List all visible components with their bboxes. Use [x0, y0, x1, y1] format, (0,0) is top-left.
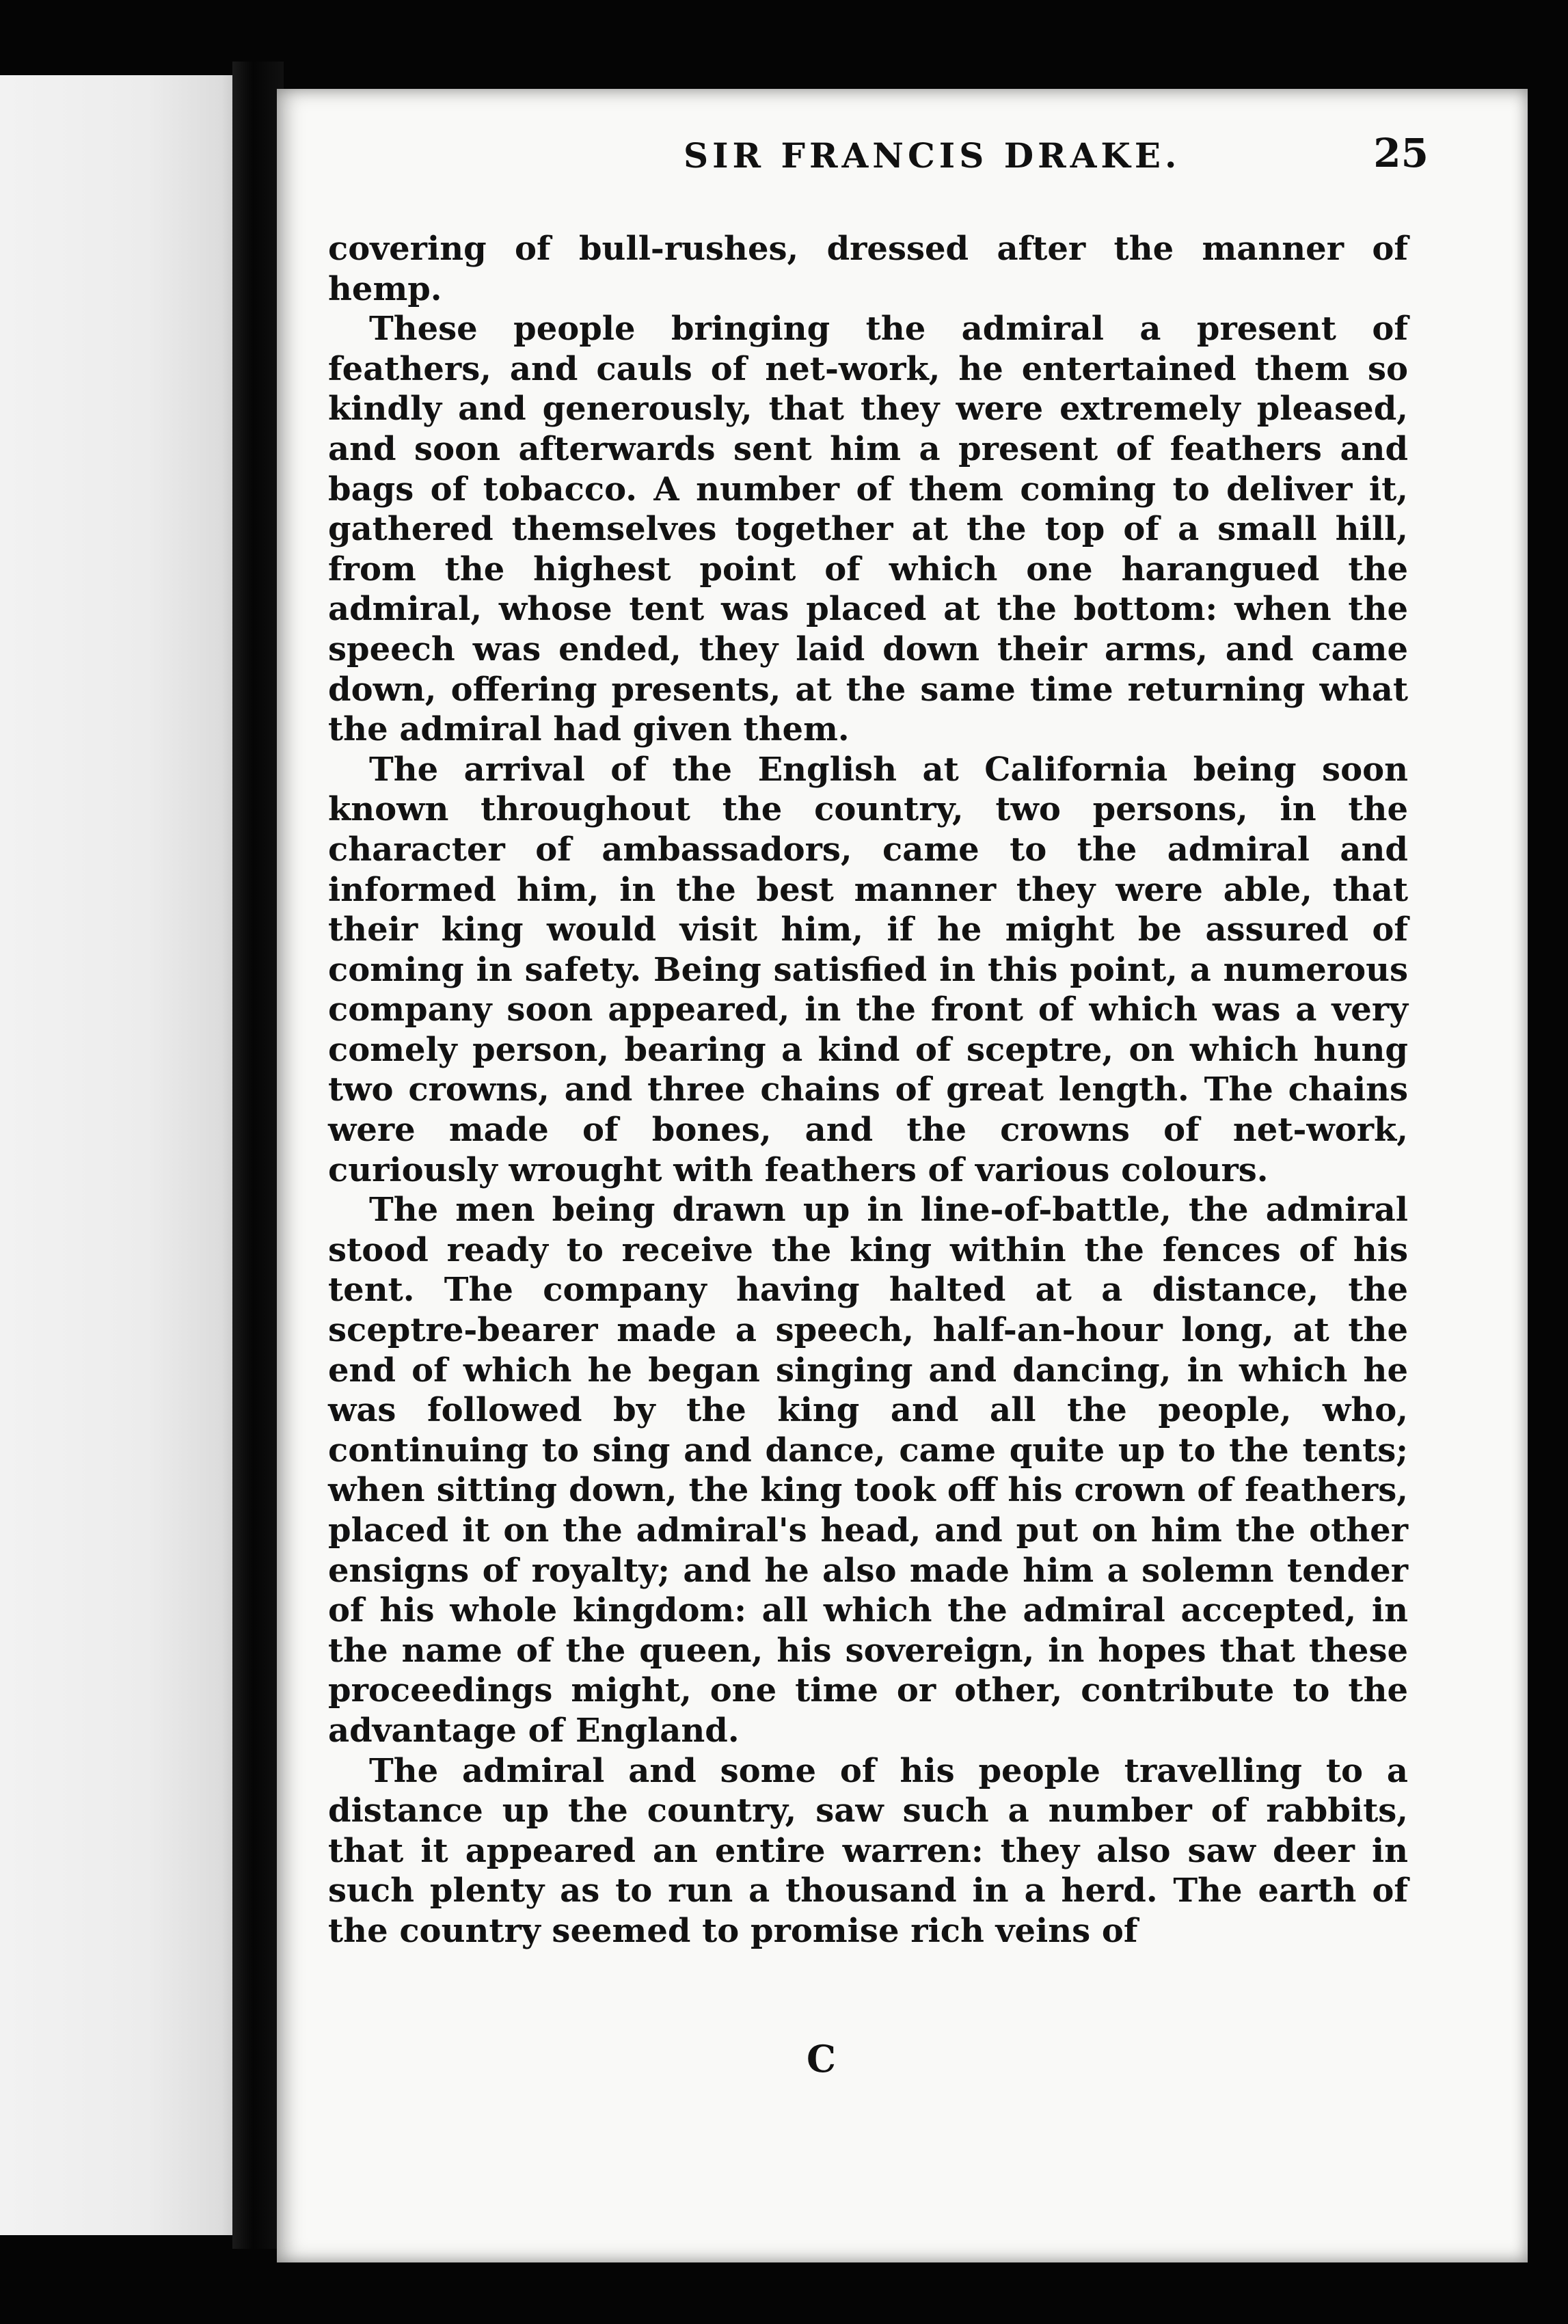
paragraph: These people bringing the admiral a present of feathers, and cauls of net-work, he entertained them so kindly and generously, that they were extremely pleased, and soon afterwards sent him a present of feathers and bags of tobacco. A number of them coming to deliver it, gathered themselves together at the top of a small hill, from the highest point of which one harangued the admiral, whose tent was placed at the bottom: when the speech was ended, they laid down their arms, and came down, offering presents, at the same time returning what the admiral had given them. — [328, 310, 1408, 749]
book-gutter — [232, 62, 284, 2249]
page-number: 25 — [1373, 130, 1429, 176]
paragraph: The arrival of the English at California being soon known throughout the country, two persons, in the character of ambassadors, came to the admiral and informed him, in the best manner they were able, that their king would visit him, if he might be assured of coming in safety. Being satisfied in this point, a numerous company soon appeared, in the front of which was a very comely person, bearing a kind of sceptre, on which hung two crowns, and three chains of great length. The chains were made of bones, and the crowns of net-work, curiously wrought with feathers of various colours. — [328, 750, 1408, 1189]
running-head — [383, 123, 1449, 185]
running-head-title: SIR FRANCIS DRAKE. — [684, 135, 1181, 176]
paragraph: The admiral and some of his people travelling to a distance up the country, saw such a number of rabbits, that it appeared an entire warren: they also saw deer in such plenty as to run a thousand in a herd. The earth of the country seemed to promise rich veins of — [328, 1751, 1408, 1950]
body-text — [328, 229, 1408, 1951]
signature-mark: C — [807, 2037, 836, 2081]
paragraph: The men being drawn up in line-of-battle, the admiral stood ready to receive the king within the fences of his tent. The company having halted at a distance, the sceptre-bearer made a speech, half-an-hour long, at the end of which he began singing and dancing, in which he was followed by the king and all the people, who, continuing to sing and dance, came quite up to the tents; when sitting down, the king took off his crown of feathers, placed it on the admiral's head, and put on him the other ensigns of royalty; and he also made him a solemn tender of his whole kingdom: all which the admiral accepted, in the name of the queen, his sovereign, in hopes that these proceedings might, one time or other, contribute to the advantage of England. — [328, 1191, 1408, 1750]
left-page-edge — [0, 75, 246, 2235]
paragraph-continued: covering of bull-rushes, dressed after the manner of hemp. — [328, 230, 1408, 308]
